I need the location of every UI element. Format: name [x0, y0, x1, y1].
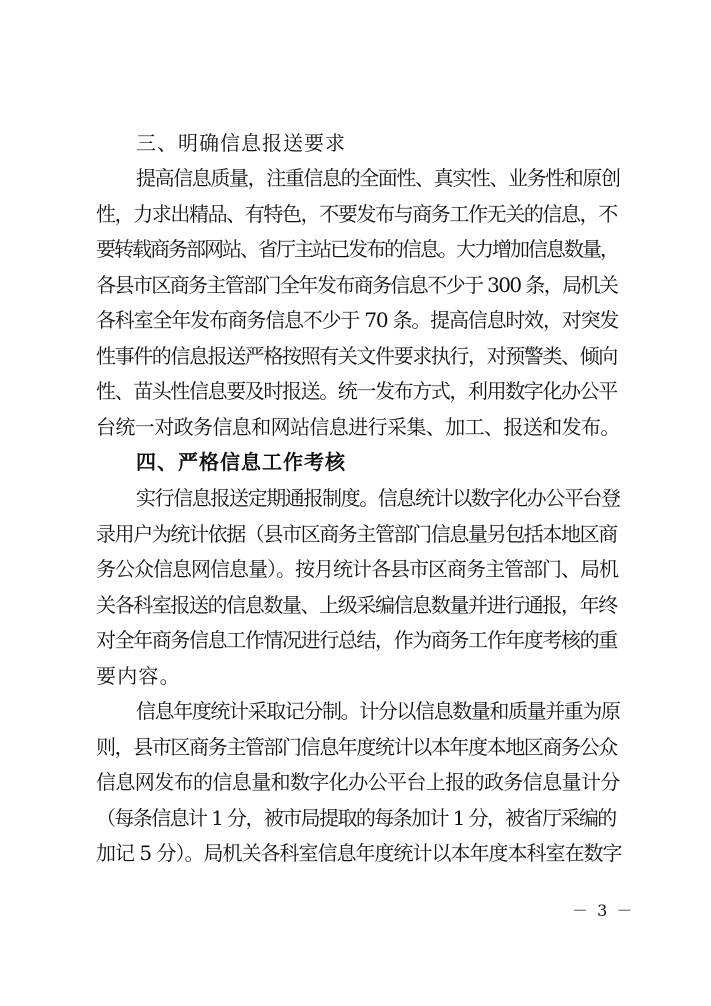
section-4-para-2-line-3: 信息网发布的信息量和数字化办公平台上报的政务信息量计分: [96, 770, 620, 794]
section-4-para-2-line-1: 信息年度统计采取记分制。计分以信息数量和质量并重为原: [136, 699, 620, 723]
section-3-line-8: 台统一对政务信息和网站信息进行采集、加工、报送和发布。: [96, 415, 620, 439]
section-3-line-7: 性、苗头性信息要及时报送。统一发布方式，利用数字化办公平: [96, 379, 617, 403]
section-4-heading: 四、严格信息工作考核: [136, 450, 346, 474]
section-4-para-1-line-2: 录用户为统计依据（县市区商务主管部门信息量另包括本地区商: [96, 522, 617, 546]
section-4-para-1-line-5: 对全年商务信息工作情况进行总结，作为商务工作年度考核的重: [96, 628, 617, 652]
section-4-para-2-line-5: 加记 5 分）。局机关各科室信息年度统计以本年度本科室在数字: [96, 841, 622, 865]
section-4-para-2-line-4: （每条信息计 1 分，被市局提取的每条加计 1 分，被省厅采编的: [96, 806, 616, 830]
section-3-heading: 三、明确信息报送要求: [136, 131, 346, 155]
section-3-line-2: 性，力求出精品、有特色，不要发布与商务工作无关的信息，不: [96, 202, 617, 226]
section-3-line-1: 提高信息质量，注重信息的全面性、真实性、业务性和原创: [136, 166, 620, 190]
section-3-line-4: 各县市区商务主管部门全年发布商务信息不少于 300 条，局机关: [96, 273, 618, 297]
section-4-para-2-line-2: 则，县市区商务主管部门信息年度统计以本年度本地区商务公众: [96, 735, 617, 759]
section-4-para-1-line-4: 关各科室报送的信息数量、上级采编信息数量并进行通报，年终: [96, 593, 617, 617]
section-3-line-6: 性事件的信息报送严格按照有关文件要求执行，对预警类、倾向: [96, 344, 617, 368]
page-number: － 3 －: [572, 901, 635, 920]
section-4-para-1-line-6: 要内容。: [96, 664, 181, 688]
section-3-line-3: 要转载商务部网站、省厅主站已发布的信息。大力增加信息数量，: [96, 237, 618, 261]
section-3-line-5: 各科室全年发布商务信息不少于 70 条。提高信息时效，对突发: [96, 308, 619, 332]
section-4-para-1-line-1: 实行信息报送定期通报制度。信息统计以数字化办公平台登: [136, 486, 620, 510]
section-4-para-1-line-3: 务公众信息网信息量）。按月统计各县市区商务主管部门、局机: [96, 557, 618, 581]
